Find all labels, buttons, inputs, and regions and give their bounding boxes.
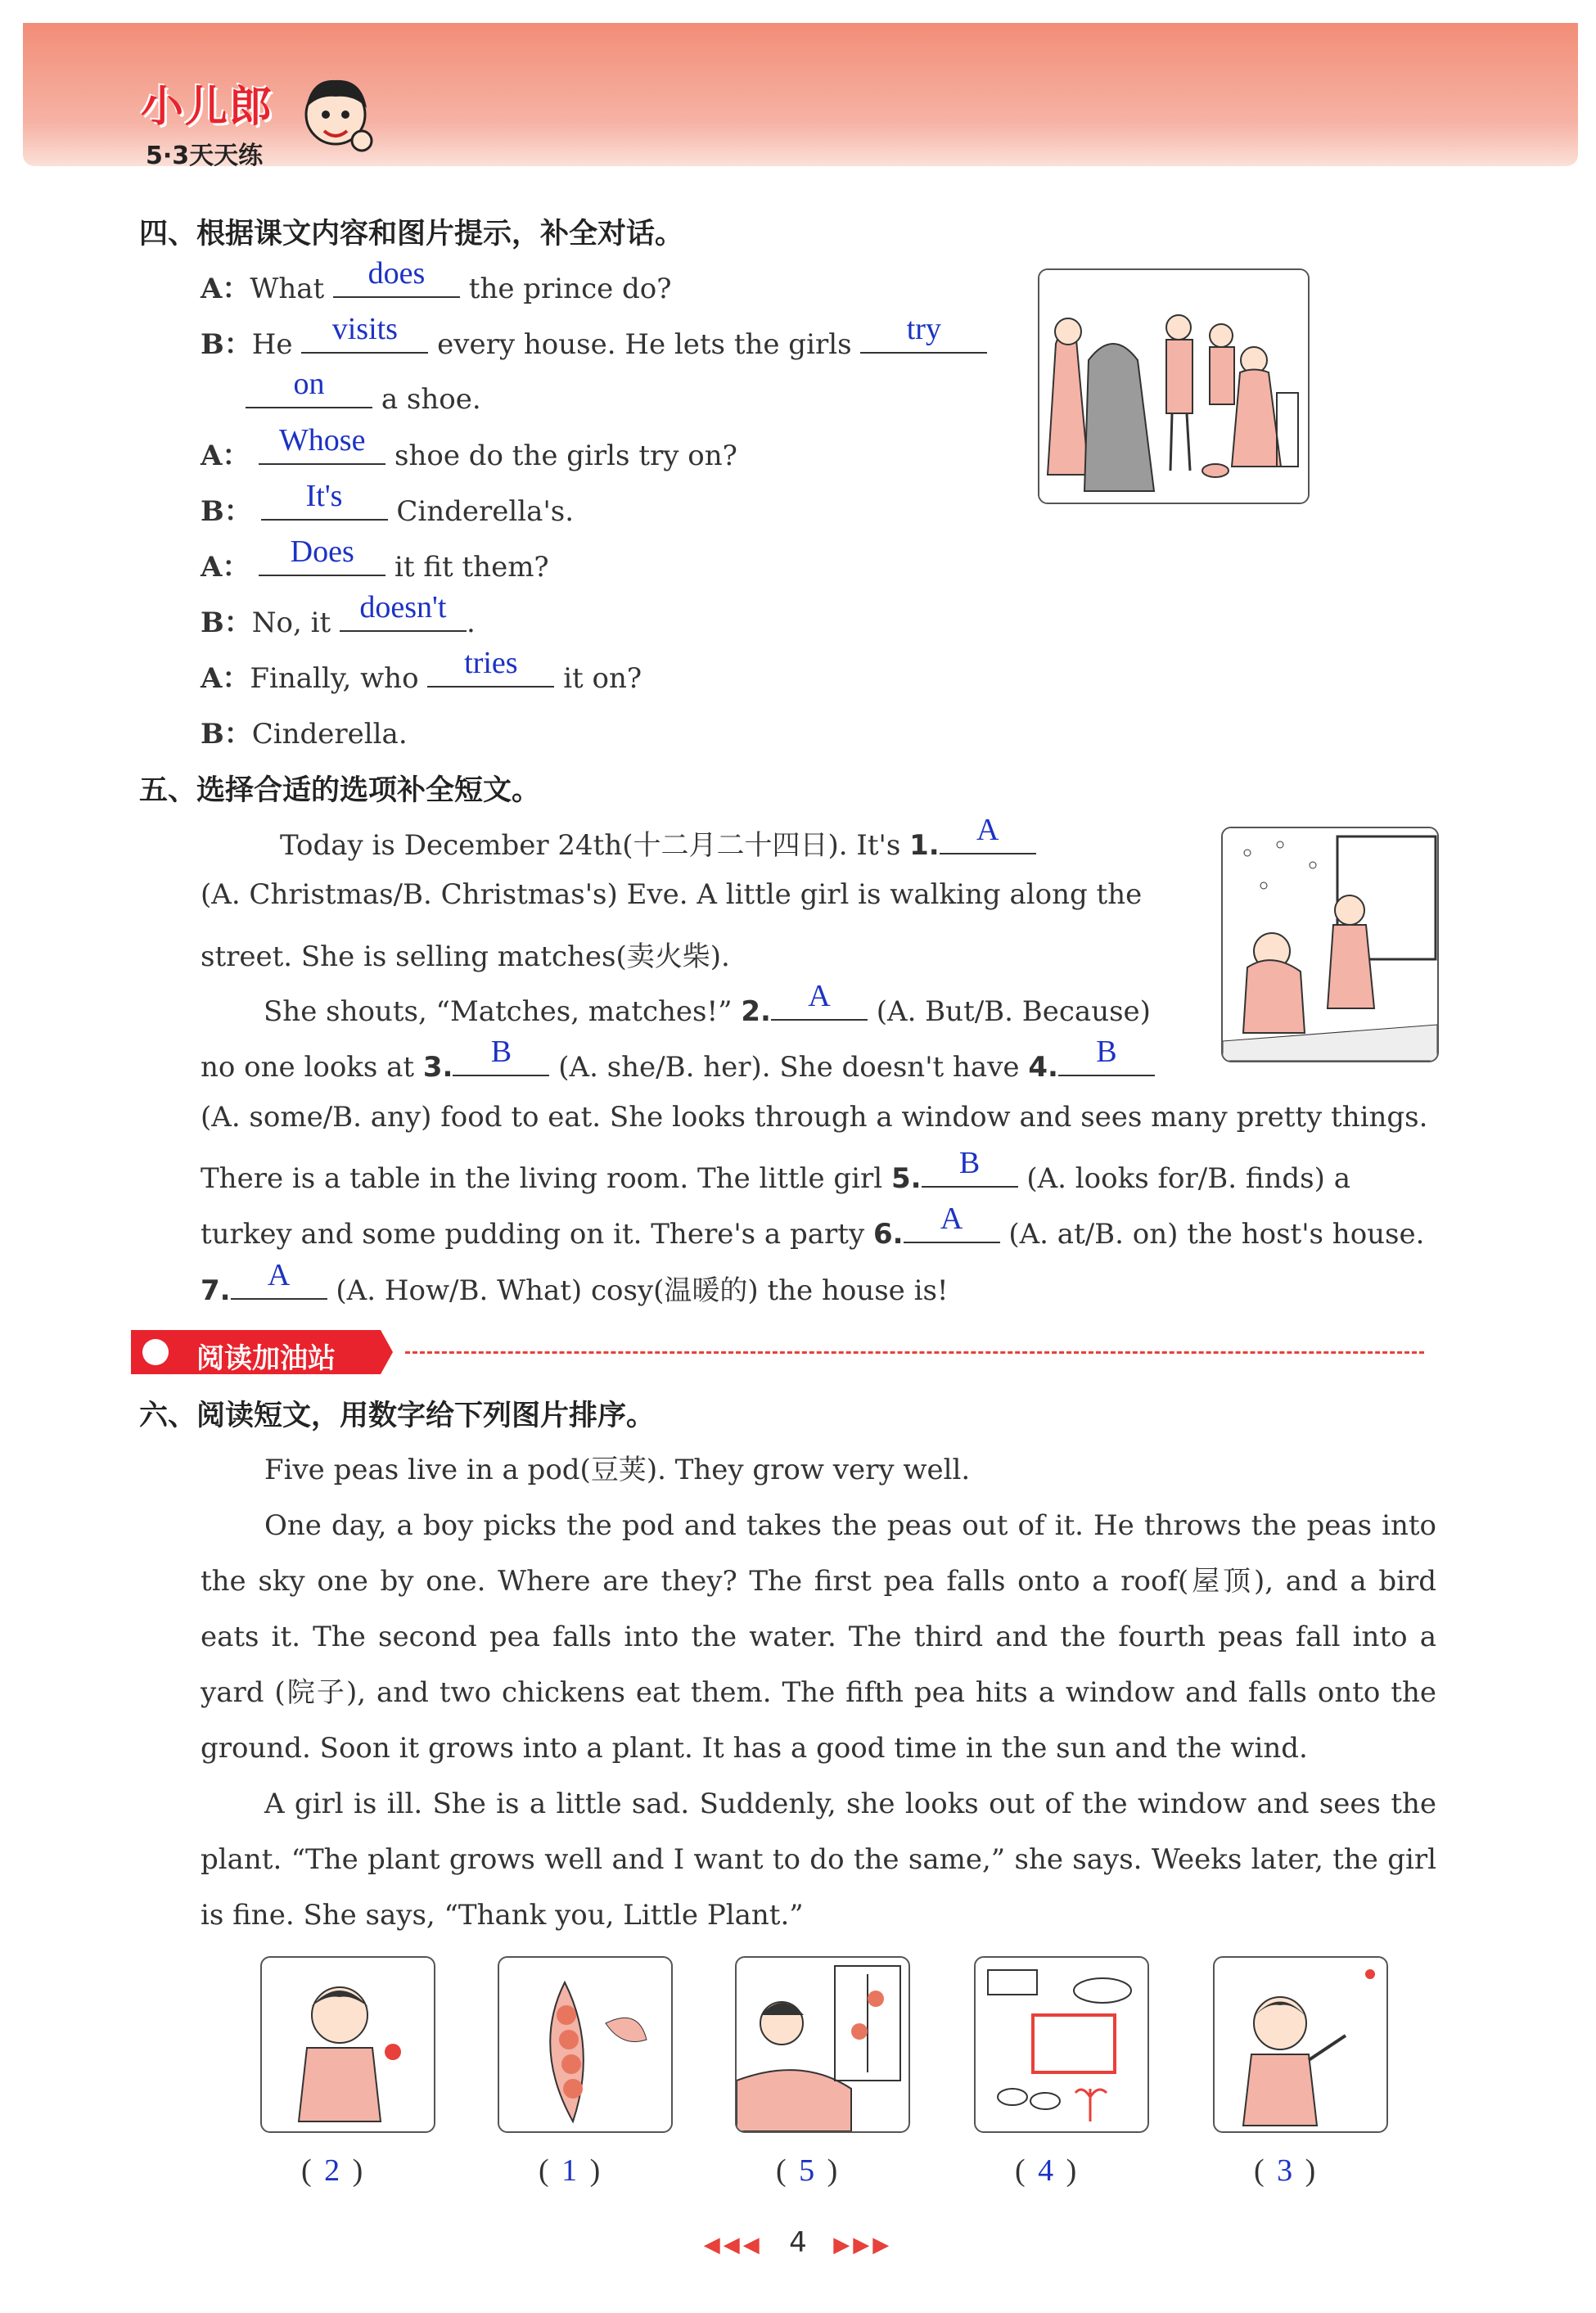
answer-text: does bbox=[367, 256, 426, 291]
yard-chickens-picture bbox=[974, 1956, 1149, 2133]
section-5-title: 五、选择合适的选项补全短文。 bbox=[139, 774, 541, 807]
dialogue-line-4: A： Whose shoe do the girls try on? bbox=[201, 423, 737, 472]
dialogue-line-6: A： Does it fit them? bbox=[201, 534, 549, 584]
passage-line-4: She shouts, “Matches, matches!” 2. A (A. But/B. Because) bbox=[264, 979, 1151, 1028]
banner-divider bbox=[405, 1351, 1424, 1354]
section-4-title: 四、根据课文内容和图片提示，补全对话。 bbox=[139, 218, 684, 250]
reading-banner-label: 阅读加油站 bbox=[196, 1342, 336, 1375]
passage-line-2: (A. Christmas/B. Christmas's) Eve. A little girl is walking along the bbox=[201, 878, 1143, 911]
boy-throwing-picture bbox=[1213, 1956, 1388, 2133]
passage-line-5: no one looks at 3. B (A. she/B. her). She doesn't have 4. B bbox=[201, 1045, 1155, 1084]
next-arrows-icon: ▶▶▶ bbox=[833, 2233, 893, 2257]
order-answer-1: ( 2 ) bbox=[301, 2153, 363, 2188]
prev-arrows-icon: ◀◀◀ bbox=[703, 2233, 763, 2257]
cinderella-illustration bbox=[1038, 268, 1310, 504]
story-paragraph-1: Five peas live in a pod(豆荚). They grow very well. bbox=[264, 1454, 971, 1486]
passage-line-8: turkey and some pudding on it. There's a party 6. A (A. at/B. on) the host's house. bbox=[201, 1202, 1425, 1251]
pea-pod-picture bbox=[498, 1956, 673, 2133]
dialogue-line-3: on a shoe. bbox=[246, 377, 481, 416]
dialogue-line-5: B： It's Cinderella's. bbox=[201, 479, 575, 528]
dialogue-line-7: B：No, it doesn't . bbox=[201, 590, 476, 639]
dialogue-line-2: B：He visits every house. He lets the girls try bbox=[201, 322, 987, 362]
match-girl-illustration bbox=[1221, 827, 1439, 1062]
page-number: 4 bbox=[789, 2226, 807, 2259]
order-answer-5: ( 3 ) bbox=[1254, 2153, 1316, 2188]
order-answer-3: ( 5 ) bbox=[776, 2153, 838, 2188]
story-paragraph-3: A girl is ill. She is a little sad. Suddenly, she looks out of the window and sees the plant. “The plant grows well and I want to do the same,” she says. Weeks later, the girl is fine. She says, “Thank you, Little Plant.” bbox=[201, 1788, 1436, 1932]
boy-with-peas-picture bbox=[260, 1956, 435, 2133]
girl-at-window-picture bbox=[735, 1956, 910, 2133]
passage-line-7: There is a table in the living room. The little girl 5. B (A. looks for/B. finds) a bbox=[201, 1146, 1350, 1195]
brand-logo: 小儿郎 bbox=[141, 83, 274, 132]
dialogue-line-9: B：Cinderella. bbox=[201, 718, 408, 751]
page-footer bbox=[0, 2226, 1596, 2259]
passage-line-9: 7. A (A. How/B. What) cosy(温暖的) the house is! bbox=[201, 1258, 949, 1307]
passage-line-6: (A. some/B. any) food to eat. She looks through a window and sees many pretty things. bbox=[201, 1101, 1428, 1134]
passage-line-3: street. She is selling matches(卖火柴). bbox=[201, 940, 730, 973]
dialogue-line-1: A：What does the prince do? bbox=[201, 256, 672, 305]
story-paragraph-2: One day, a boy picks the pod and takes the peas out of it. He throws the peas into the sky one by one. Where are they? The first pea falls onto a roof(屋顶), and a bird eats it. The second pea falls into the water. The third and the fourth peas fall into a yard (院子), and two chickens eat them. The fifth pea hits a window and falls onto the ground. Soon it grows into a plant. It has a good time in the sun and the wind. bbox=[201, 1509, 1436, 1765]
dialogue-line-8: A：Finally, who tries it on? bbox=[201, 646, 642, 695]
section-6-title: 六、阅读短文，用数字给下列图片排序。 bbox=[139, 1400, 656, 1432]
order-answer-2: ( 1 ) bbox=[539, 2153, 601, 2188]
series-name: 5·3天天练 bbox=[146, 142, 264, 170]
passage-line-1: Today is December 24th(十二月二十四日). It's 1. A bbox=[280, 823, 1036, 863]
order-answer-4: ( 4 ) bbox=[1015, 2153, 1077, 2188]
mascot-boy-icon bbox=[295, 72, 376, 166]
